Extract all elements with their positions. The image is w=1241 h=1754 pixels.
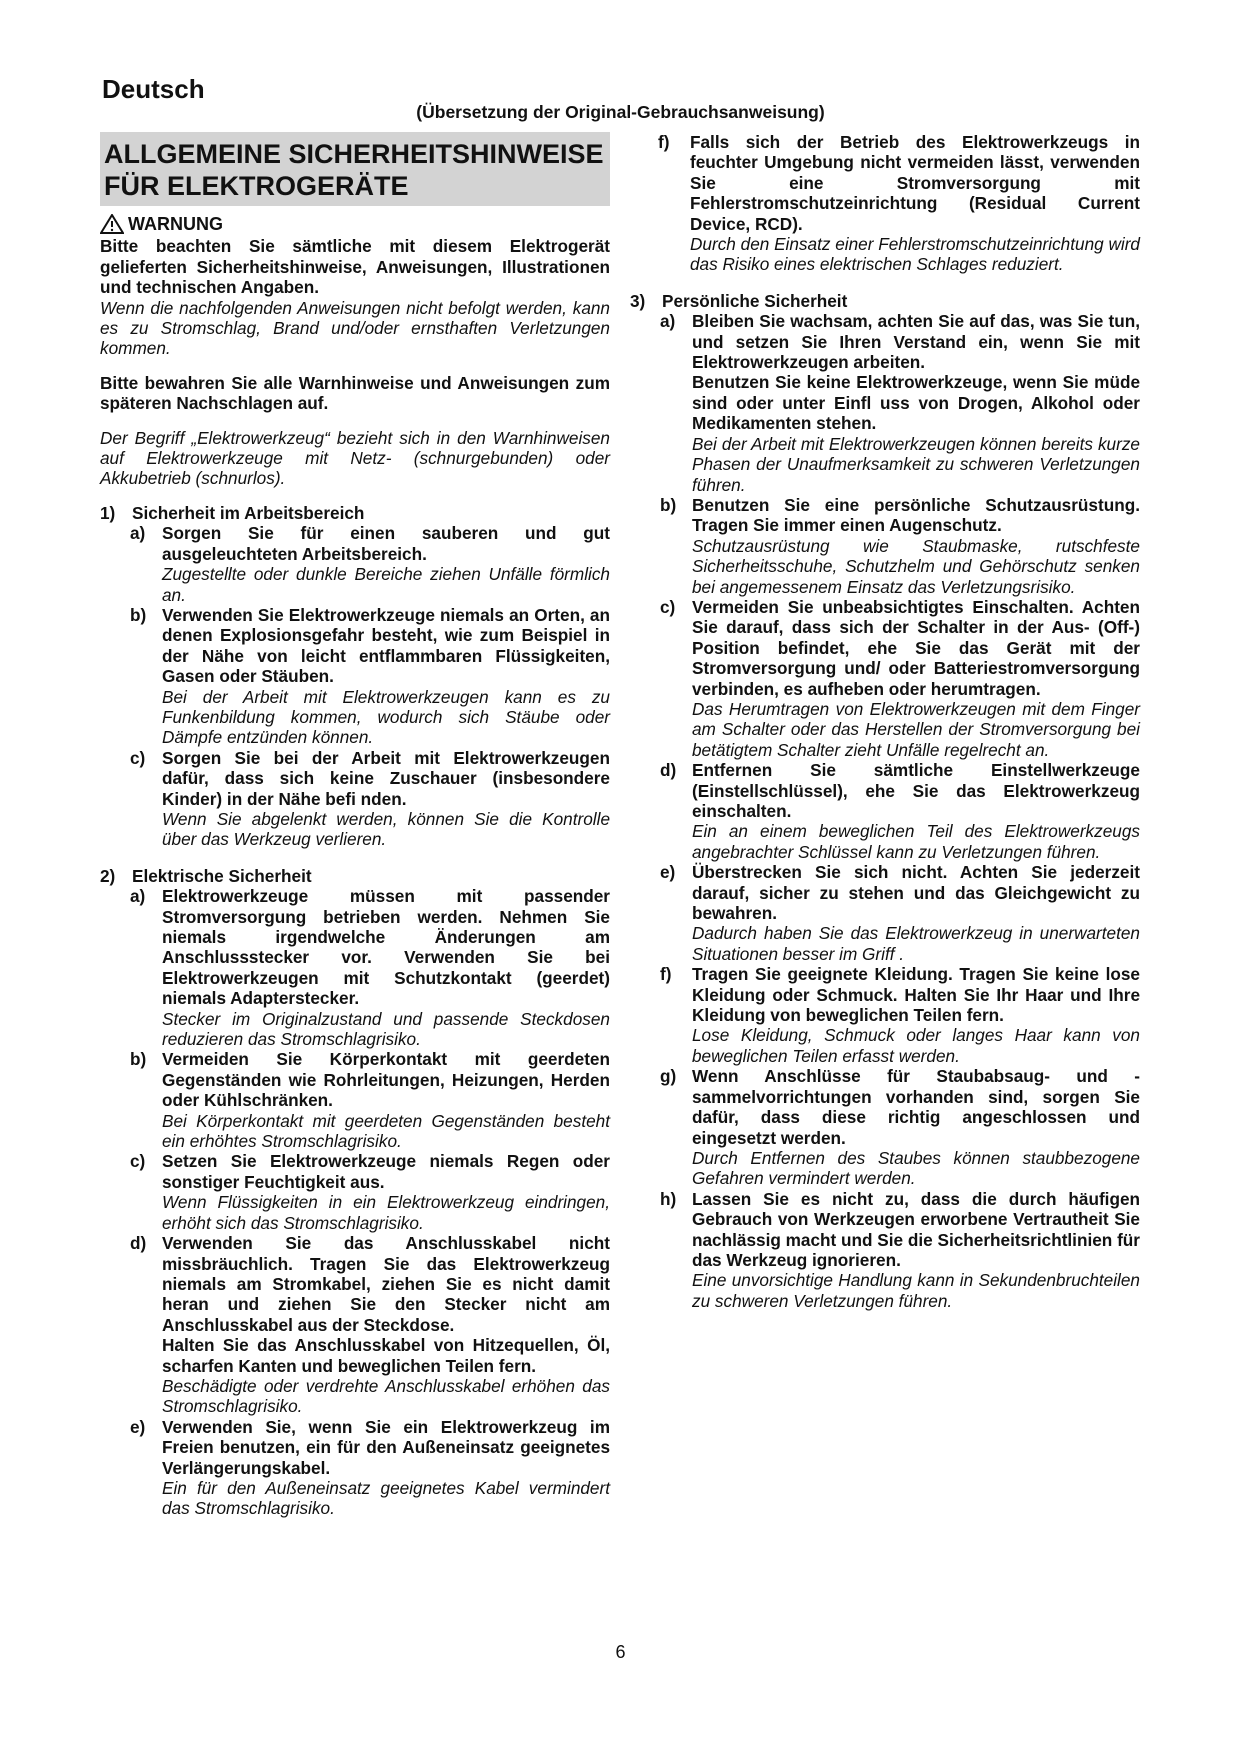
list-item: b) Vermeiden Sie Körperkontakt mit geerdeten Gegenständen wie Rohrleitungen, Heizungen, Herden oder Kühlschränken. Bei Körperkontakt mit geerdeten Gegenständen besteht ein erhöhtes Stromschlagrisiko. bbox=[130, 1049, 610, 1152]
left-column bbox=[100, 132, 610, 1519]
section-2-items bbox=[130, 886, 610, 1519]
list-item: a) Elektrowerkzeuge müssen mit passender Stromversorgung betrieben werden. Nehmen Sie niemals irgendwelche Änderungen am Anschlussstecker vor. Verwenden Sie bei Elektrowerkzeugen mit Schutzkontakt (geerdet) niemals Adapterstecker. Stecker im Originalzustand und passende Steckdosen reduzieren das Stromschlagrisiko. bbox=[130, 886, 610, 1050]
list-item: b) Verwenden Sie Elektrowerkzeuge niemals an Orten, an denen Explosionsgefahr besteht, wie zum Beispiel in der Nähe von leicht entflammbaren Flüssigkeiten, Gasen oder Stäuben. Bei der Arbeit mit Elektrowerkzeugen kann es zu Funkenbildung kommen, wodurch sich Stäube oder Dämpfe entzünden können. bbox=[130, 604, 610, 748]
section-3-items bbox=[660, 311, 1140, 1311]
list-item: e) Verwenden Sie, wenn Sie ein Elektrowerkzeug im Freien benutzen, ein für den Außeneinsatz geeignetes Verlängerungskabel. Ein für den Außeneinsatz geeignetes Kabel vermindert das Stromschlagrisiko. bbox=[130, 1416, 610, 1519]
list-item: a) Bleiben Sie wachsam, achten Sie auf das, was Sie tun, und setzen Sie Ihren Verstand ein, wenn Sie mit Elektrowerkzeugen arbeiten. Benutzen Sie keine Elektrowerkzeuge, wenn Sie müde sind oder unter Einfl uss von Drogen, Alkohol oder Medikamenten stehen. Bei der Arbeit mit Elektrowerkzeugen können bereits kurze Phasen der Unaufmerksamkeit zu schweren Verletzungen führen. bbox=[660, 311, 1140, 495]
section-1-items bbox=[130, 523, 610, 850]
list-item: d) Entfernen Sie sämtliche Einstellwerkzeuge (Einstellschlüssel), ehe Sie das Elektrowerkzeug einschalten. Ein an einem beweglichen Teil des Elektrowerkzeugs angebrachter Schlüssel kann zu Verletzungen führen. bbox=[660, 760, 1140, 862]
warning-label: WARNUNG bbox=[128, 214, 223, 234]
list-item: e) Überstrecken Sie sich nicht. Achten Sie jederzeit darauf, sicher zu stehen und das Gleichgewicht zu bewahren. Dadurch haben Sie das Elektrowerkzeug in unerwarteten Situationen besser im Griff . bbox=[660, 862, 1140, 964]
page-number: 6 bbox=[615, 1642, 626, 1662]
list-item: c) Setzen Sie Elektrowerkzeuge niemals Regen oder sonstiger Feuchtigkeit aus. Wenn Flüssigkeiten in ein Elektrowerkzeug eindringen, erhöht sich das Stromschlagrisiko. bbox=[130, 1151, 610, 1233]
section-1-heading: 1) Sicherheit im Arbeitsbereich bbox=[100, 502, 365, 523]
keep-instructions: Bitte bewahren Sie alle Warnhinweise und Anweisungen zum späteren Nachschlagen auf. bbox=[100, 372, 610, 414]
intro-bold: Bitte beachten Sie sämtliche mit diesem Elektrogerät gelieferten Sicherheitshinweise, Anweisungen, Illustrationen und technischen Angaben. bbox=[100, 236, 610, 298]
list-item: h) Lassen Sie es nicht zu, dass die durch häufigen Gebrauch von Werkzeugen erworbene Vertrautheit Sie nachlässig macht und Sie die Sicherheitsrichtlinien für das Werkzeug ignorieren. Eine unvorsichtige Handlung kann in Sekundenbruchteilen zu schweren Verletzungen führen. bbox=[660, 1188, 1140, 1311]
list-item: f) Falls sich der Betrieb des Elektrowerkzeugs in feuchter Umgebung nicht vermeiden lässt, verwenden Sie eine Stromversorgung mit Fehlerstromschutzeinrichtung (Residual Current Device, RCD). Durch den Einsatz einer Fehlerstromschutzeinrichtung wird das Risiko eines elektrischen Schlages reduziert. bbox=[658, 132, 1140, 275]
warning-label-row bbox=[100, 214, 610, 234]
list-item: f) Tragen Sie geeignete Kleidung. Tragen Sie keine lose Kleidung oder Schmuck. Halten Sie Ihr Haar und Ihre Kleidung von beweglichen Teilen fern. Lose Kleidung, Schmuck oder langes Haar kann von beweglichen Teilen erfasst werden. bbox=[660, 964, 1140, 1066]
right-column bbox=[630, 132, 1140, 1311]
section-2-heading: 2) Elektrische Sicherheit bbox=[100, 865, 312, 886]
intro-italic: Wenn die nachfolgenden Anweisungen nicht befolgt werden, kann es zu Stromschlag, Brand und/oder ernsthaften Verletzungen kommen. bbox=[100, 297, 610, 359]
section-2-continued bbox=[658, 132, 1140, 275]
list-item: c) Sorgen Sie bei der Arbeit mit Elektrowerkzeugen dafür, dass sich keine Zuschauer (insbesondere Kinder) in der Nähe befi nden. Wenn Sie abgelenkt werden, können Sie die Kontrolle über das Werkzeug verlieren. bbox=[130, 747, 610, 850]
section-title: ALLGEMEINE SICHERHEITSHINWEISE FÜR ELEKTROGERÄTE bbox=[100, 132, 610, 206]
list-item: c) Vermeiden Sie unbeabsichtigtes Einschalten. Achten Sie darauf, dass sich der Schalter in der Aus- (Off-) Position befindet, ehe Sie das Gerät mit der Stromversorgung und/ oder Batteriestromversorgung verbinden, es aufheben oder herumtragen. Das Herumtragen von Elektrowerkzeugen mit dem Finger am Schalter oder das Herstellen der Stromversorgung bei betätigtem Schalter zieht Unfälle regelrecht an. bbox=[660, 596, 1140, 760]
list-item: a) Sorgen Sie für einen sauberen und gut ausgeleuchteten Arbeitsbereich. Zugestellte oder dunkle Bereiche ziehen Unfälle förmlich an. bbox=[130, 523, 610, 605]
list-item: g) Wenn Anschlüsse für Staubabsaug- und - sammelvorrichtungen vorhanden sind, sorgen Sie dafür, dass diese richtig angeschlossen und eingesetzt werden. Durch Entfernen des Staubes können staubbezogene Gefahren vermindert werden. bbox=[660, 1066, 1140, 1189]
section-3-heading: 3) Persönliche Sicherheit bbox=[630, 290, 848, 311]
list-item: d) Verwenden Sie das Anschlusskabel nicht missbräuchlich. Tragen Sie das Elektrowerkzeug niemals am Stromkabel, ziehen Sie es nicht damit heran und ziehen Sie den Stecker nicht am Anschlusskabel aus der Steckdose. Halten Sie das Anschlusskabel von Hitzequellen, Öl, scharfen Kanten und beweglichen Teilen fern. Beschädigte oder verdrehte Anschlusskabel erhöhen das Stromschlagrisiko. bbox=[130, 1233, 610, 1417]
document-subtitle: (Übersetzung der Original-Gebrauchsanweisung) bbox=[416, 102, 825, 122]
list-item: b) Benutzen Sie eine persönliche Schutzausrüstung. Tragen Sie immer einen Augenschutz. Schutzausrüstung wie Staubmaske, rutschfeste Sicherheitsschuhe, Schutzhelm und Gehörschutz senken bei angemessenem Einsatz das Verletzungsrisiko. bbox=[660, 494, 1140, 597]
language-heading: Deutsch bbox=[102, 74, 205, 104]
term-definition: Der Begriff „Elektrowerkzeug“ bezieht sich in den Warnhinweisen auf Elektrowerkzeuge mit Netz- (schnurgebunden) oder Akkubetrieb (schnurlos). bbox=[100, 427, 610, 489]
warning-triangle-icon bbox=[100, 214, 124, 234]
